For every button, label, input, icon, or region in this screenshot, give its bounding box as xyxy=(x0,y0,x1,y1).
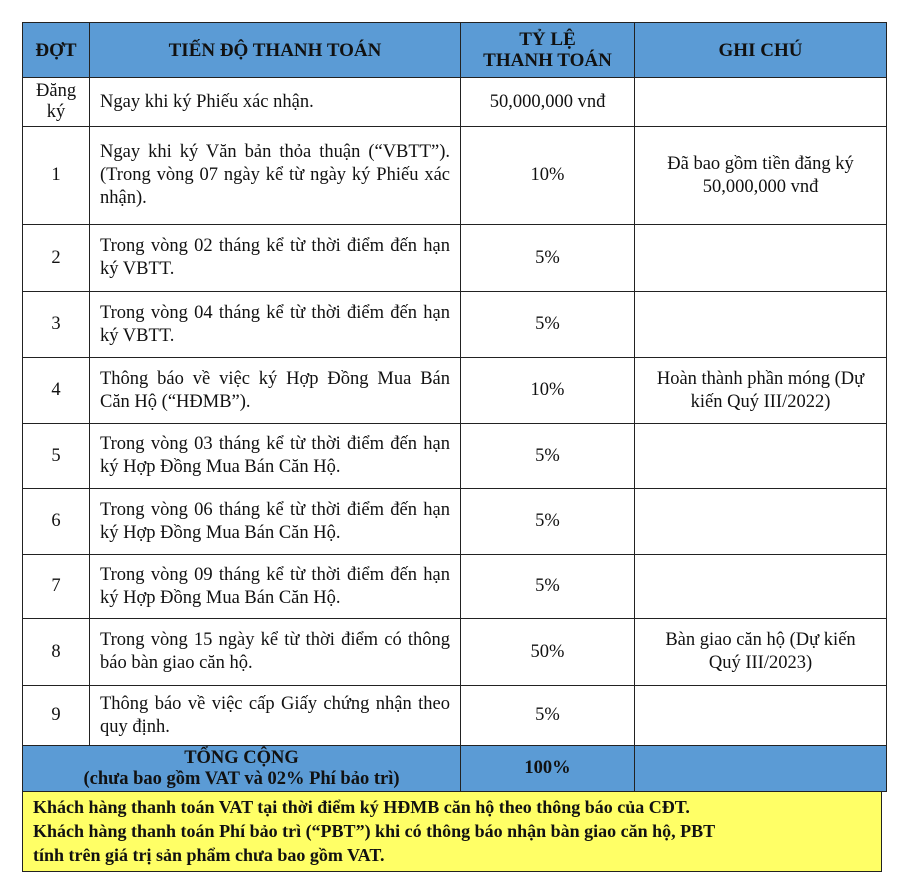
table-row xyxy=(23,489,887,555)
table-row xyxy=(23,292,887,358)
row-ty-le: 5% xyxy=(461,555,635,619)
row-tien-do: Thông báo về việc ký Hợp Đồng Mua Bán Căn Hộ (“HĐMB”). xyxy=(90,358,461,424)
total-label-line1: TỔNG CỘNG xyxy=(184,747,299,768)
payment-notes xyxy=(22,792,882,872)
header-row xyxy=(23,23,887,78)
payment-schedule-table xyxy=(22,22,887,792)
row-ghi-chu xyxy=(635,555,887,619)
row-ghi-chu: Đã bao gồm tiền đăng ký 50,000,000 vnđ xyxy=(635,127,887,225)
row-dot: 9 xyxy=(23,686,90,746)
row-tien-do: Ngay khi ký Phiếu xác nhận. xyxy=(90,78,461,127)
row-ghi-chu: Hoàn thành phần móng (Dự kiến Quý III/2022) xyxy=(635,358,887,424)
row-ty-le: 50% xyxy=(461,619,635,686)
total-label-line2: (chưa bao gồm VAT và 02% Phí bảo trì) xyxy=(83,768,400,789)
payment-schedule xyxy=(22,22,882,872)
row-ty-le: 5% xyxy=(461,424,635,489)
row-ghi-chu xyxy=(635,686,887,746)
header-ty-le-line2: THANH TOÁN xyxy=(483,50,612,71)
row-tien-do: Thông báo về việc cấp Giấy chứng nhận theo quy định. xyxy=(90,686,461,746)
header-ghi-chu: GHI CHÚ xyxy=(635,23,887,78)
table-row xyxy=(23,78,887,127)
table-row xyxy=(23,619,887,686)
row-tien-do: Trong vòng 09 tháng kể từ thời điểm đến hạn ký Hợp Đồng Mua Bán Căn Hộ. xyxy=(90,555,461,619)
row-dot: Đăng ký xyxy=(23,78,90,127)
table-row xyxy=(23,424,887,489)
row-tien-do: Trong vòng 15 ngày kể từ thời điểm có thông báo bàn giao căn hộ. xyxy=(90,619,461,686)
row-ty-le: 5% xyxy=(461,686,635,746)
header-tien-do: TIẾN ĐỘ THANH TOÁN xyxy=(90,23,461,78)
total-row xyxy=(23,746,887,792)
row-ghi-chu xyxy=(635,489,887,555)
row-ty-le: 50,000,000 vnđ xyxy=(461,78,635,127)
row-ghi-chu xyxy=(635,78,887,127)
row-dot: 5 xyxy=(23,424,90,489)
row-ghi-chu xyxy=(635,225,887,292)
total-ty-le: 100% xyxy=(461,746,635,792)
total-ghi-chu xyxy=(635,746,887,792)
row-ghi-chu xyxy=(635,424,887,489)
row-dot: 3 xyxy=(23,292,90,358)
row-dot: 2 xyxy=(23,225,90,292)
row-ty-le: 5% xyxy=(461,292,635,358)
table-row xyxy=(23,686,887,746)
row-ty-le: 10% xyxy=(461,127,635,225)
row-dot: 7 xyxy=(23,555,90,619)
row-dot: 4 xyxy=(23,358,90,424)
row-ghi-chu xyxy=(635,292,887,358)
note-line-2: Khách hàng thanh toán Phí bảo trì (“PBT”) khi có thông báo nhận bàn giao căn hộ, PBT xyxy=(33,821,716,841)
row-ty-le: 10% xyxy=(461,358,635,424)
header-ty-le xyxy=(461,23,635,78)
table-row xyxy=(23,358,887,424)
table-row xyxy=(23,225,887,292)
row-tien-do: Trong vòng 04 tháng kể từ thời điểm đến hạn ký VBTT. xyxy=(90,292,461,358)
total-label xyxy=(23,746,461,792)
row-tien-do: Trong vòng 02 tháng kể từ thời điểm đến hạn ký VBTT. xyxy=(90,225,461,292)
header-dot: ĐỢT xyxy=(23,23,90,78)
table-row xyxy=(23,555,887,619)
note-line-1: Khách hàng thanh toán VAT tại thời điểm ký HĐMB căn hộ theo thông báo của CĐT. xyxy=(33,797,690,817)
row-dot: 1 xyxy=(23,127,90,225)
row-tien-do: Trong vòng 03 tháng kể từ thời điểm đến hạn ký Hợp Đồng Mua Bán Căn Hộ. xyxy=(90,424,461,489)
row-dot: 6 xyxy=(23,489,90,555)
row-tien-do: Ngay khi ký Văn bản thỏa thuận (“VBTT”). (Trong vòng 07 ngày kể từ ngày ký Phiếu xác nhận). xyxy=(90,127,461,225)
header-ty-le-line1: TỶ LỆ xyxy=(519,29,576,50)
row-ty-le: 5% xyxy=(461,489,635,555)
row-ghi-chu: Bàn giao căn hộ (Dự kiến Quý III/2023) xyxy=(635,619,887,686)
row-tien-do: Trong vòng 06 tháng kể từ thời điểm đến hạn ký Hợp Đồng Mua Bán Căn Hộ. xyxy=(90,489,461,555)
table-row xyxy=(23,127,887,225)
note-line-3: tính trên giá trị sản phẩm chưa bao gồm VAT. xyxy=(33,845,385,865)
row-dot: 8 xyxy=(23,619,90,686)
row-ty-le: 5% xyxy=(461,225,635,292)
